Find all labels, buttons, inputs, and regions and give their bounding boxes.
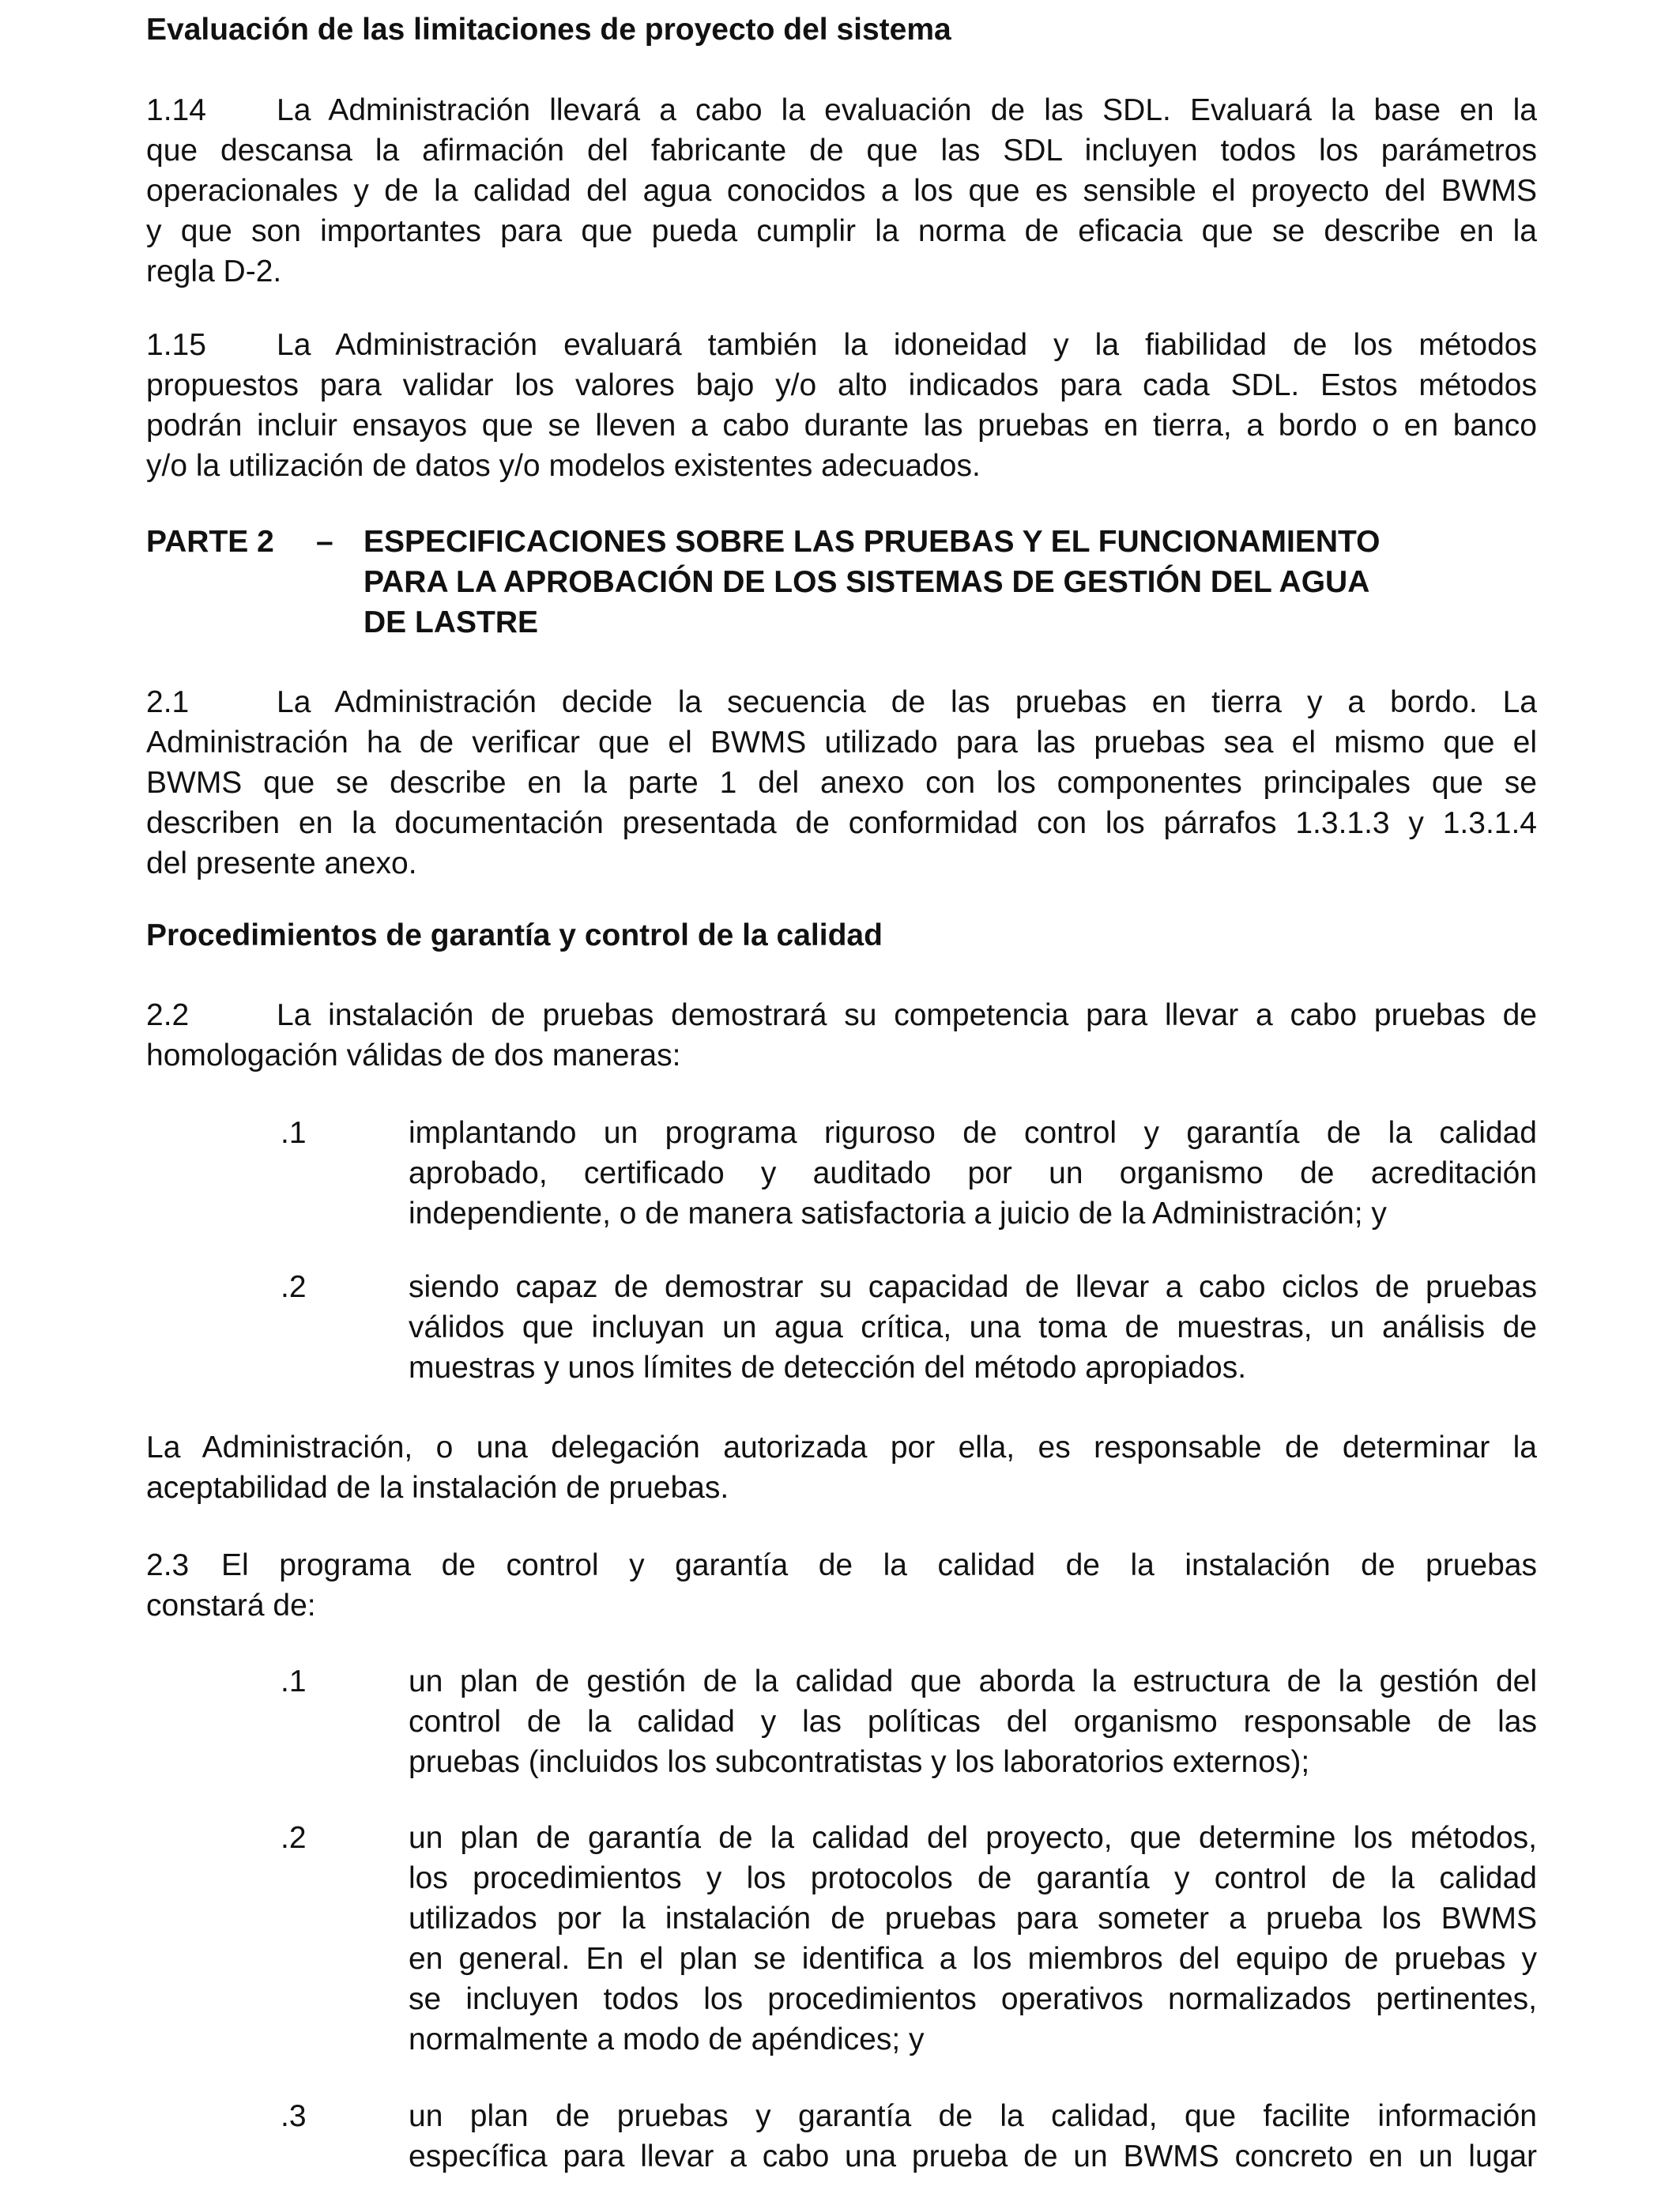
line-text: El programa de control y garantía de la calidad de la instalación de pruebas (221, 1548, 1537, 1582)
paragraph-line (146, 1545, 1537, 1585)
line-text: La Administración decide la secuencia de las pruebas en tierra y a bordo. La (277, 685, 1537, 719)
heading-text: Procedimientos de garantía y control de la calidad (146, 918, 883, 952)
item-line: siendo capaz de demostrar su capacidad de llevar a cabo ciclos de pruebas (409, 1270, 1537, 1304)
paragraph-line (146, 682, 1537, 722)
list-item-text (409, 1661, 1537, 1782)
part-title-line: DE LASTRE (363, 605, 539, 639)
paragraph-line (146, 995, 1537, 1035)
item-line: implantando un programa riguroso de control y garantía de la calidad (409, 1116, 1537, 1150)
paragraph-line: y/o la utilización de datos y/o modelos existentes adecuados. (146, 449, 981, 483)
paragraph-line: propuestos para validar los valores bajo y/o alto indicados para cada SDL. Estos métodos (146, 368, 1537, 402)
paragraph-1-14 (146, 90, 1537, 292)
part-label: PARTE 2 (146, 525, 274, 559)
heading-text: Evaluación de las limitaciones de proyecto del sistema (146, 13, 951, 47)
item-line: se incluyen todos los procedimientos operativos normalizados pertinentes, (409, 1982, 1537, 2016)
paragraph-line: que descansa la afirmación del fabricante de que las SDL incluyen todos los parámetros (146, 134, 1537, 168)
item-line: aprobado, certificado y auditado por un organismo de acreditación (409, 1156, 1537, 1190)
part-title-line: PARA LA APROBACIÓN DE LOS SISTEMAS DE GESTIÓN DEL AGUA (363, 565, 1370, 599)
paragraph-line: homologación válidas de dos maneras: (146, 1039, 681, 1072)
paragraph-1-15 (146, 325, 1537, 486)
paragraph-line: operacionales y de la calidad del agua conocidos a los que es sensible el proyecto del BWMS (146, 174, 1537, 208)
paragraph-line: BWMS que se describe en la parte 1 del anexo con los componentes principales que se (146, 766, 1537, 800)
list-marker: .2 (281, 1821, 307, 1855)
paragraph-line: constará de: (146, 1589, 316, 1623)
paragraph-2-2 (146, 995, 1537, 1076)
item-line: un plan de garantía de la calidad del proyecto, que determine los métodos, (409, 1821, 1537, 1855)
paragraph-number: 2.1 (146, 685, 190, 719)
item-line: control de la calidad y las políticas del organismo responsable de las (409, 1705, 1537, 1739)
item-line: un plan de gestión de la calidad que aborda la estructura de la gestión del (409, 1664, 1537, 1698)
item-line: normalmente a modo de apéndices; y (409, 2022, 925, 2056)
paragraph-line: describen en la documentación presentada de conformidad con los párrafos 1.3.1.3 y 1.3.1.4 (146, 806, 1537, 840)
part-title (363, 522, 1537, 643)
line-text: La Administración llevará a cabo la evaluación de las SDL. Evaluará la base en la (277, 93, 1537, 127)
item-line: los procedimientos y los protocolos de garantía y control de la calidad (409, 1861, 1537, 1895)
paragraph-line (146, 325, 1537, 365)
paragraph-administracion (146, 1427, 1537, 1508)
paragraph-line (146, 90, 1537, 130)
list-marker: .1 (281, 1116, 307, 1150)
paragraph-line: del presente anexo. (146, 846, 417, 880)
line-text: La instalación de pruebas demostrará su competencia para llevar a cabo pruebas de (277, 998, 1537, 1032)
list-marker: .3 (281, 2099, 307, 2133)
list-marker: .1 (281, 1664, 307, 1698)
paragraph-number: 2.3 (146, 1548, 190, 1582)
part-title-line: ESPECIFICACIONES SOBRE LAS PRUEBAS Y EL FUNCIONAMIENTO (363, 525, 1381, 559)
paragraph-line: aceptabilidad de la instalación de pruebas. (146, 1471, 729, 1505)
paragraph-number: 1.14 (146, 93, 206, 127)
paragraph-2-3 (146, 1545, 1537, 1626)
item-line: un plan de pruebas y garantía de la calidad, que facilite información (409, 2099, 1537, 2133)
item-line: específica para llevar a cabo una prueba de un BWMS concreto en un lugar (409, 2139, 1537, 2173)
list-item-text (409, 1113, 1537, 1234)
item-line: en general. En el plan se identifica a los miembros del equipo de pruebas y (409, 1942, 1537, 1976)
item-line: utilizados por la instalación de pruebas para someter a prueba los BWMS (409, 1902, 1537, 1936)
item-line: muestras y unos límites de detección del método apropiados. (409, 1351, 1247, 1385)
list-item-text (409, 1267, 1537, 1388)
paragraph-number: 2.2 (146, 998, 190, 1032)
item-line: pruebas (incluidos los subcontratistas y los laboratorios externos); (409, 1745, 1310, 1779)
paragraph-line: La Administración, o una delegación autorizada por ella, es responsable de determinar la (146, 1431, 1537, 1465)
item-line: independiente, o de manera satisfactoria a juicio de la Administración; y (409, 1197, 1387, 1231)
list-item-text (409, 1818, 1537, 2060)
paragraph-line: y que son importantes para que pueda cumplir la norma de eficacia que se describe en la (146, 214, 1537, 248)
paragraph-line: Administración ha de verificar que el BWMS utilizado para las pruebas sea el mismo que el (146, 726, 1537, 760)
paragraph-line: regla D-2. (146, 254, 282, 288)
item-line: válidos que incluyan un agua crítica, una toma de muestras, un análisis de (409, 1310, 1537, 1344)
line-text: La Administración evaluará también la idoneidad y la fiabilidad de los métodos (277, 328, 1537, 362)
list-item-text (409, 2096, 1537, 2177)
section-heading-procedimientos (146, 915, 1537, 956)
paragraph-number: 1.15 (146, 328, 206, 362)
list-marker: .2 (281, 1270, 307, 1304)
section-heading-evaluacion (146, 9, 1537, 50)
paragraph-2-1 (146, 682, 1537, 884)
part-dash: – (316, 525, 333, 559)
paragraph-line: podrán incluir ensayos que se lleven a cabo durante las pruebas en tierra, a bordo o en banco (146, 409, 1537, 443)
